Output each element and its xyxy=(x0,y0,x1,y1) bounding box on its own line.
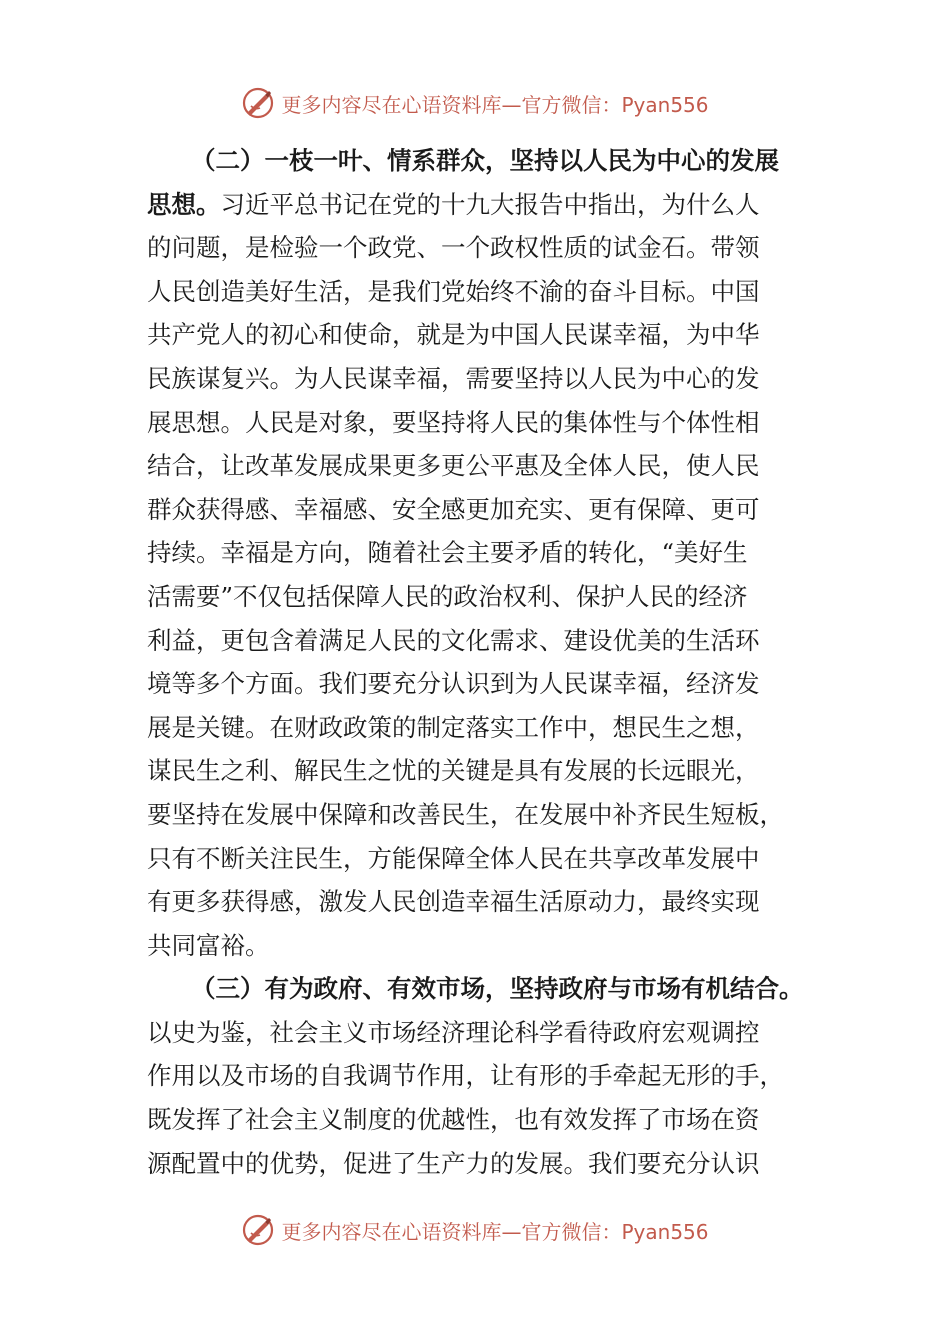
document-body xyxy=(147,139,804,1185)
paragraph-line: 有更多获得感，激发人民创造幸福生活原动力，最终实现 xyxy=(147,887,760,917)
paragraph-line: 境等多个方面。我们要充分认识到为人民谋幸福，经济发 xyxy=(147,669,760,699)
section3-heading: （三）有为政府、有效市场，坚持政府与市场有机结合。 xyxy=(191,974,804,1004)
paragraph-text: 习近平总书记在党的十九大报告中指出，为什么人 xyxy=(220,189,760,219)
paragraph-line: 展思想。人民是对象，要坚持将人民的集体性与个体性相 xyxy=(147,407,760,437)
paragraph-line: 人民创造美好生活，是我们党始终不渝的奋斗目标。中国 xyxy=(147,276,760,306)
section2-heading-end: 思想。 xyxy=(147,189,221,219)
paragraph-line: 作用以及市场的自我调节作用，让有形的手牵起无形的手， xyxy=(147,1061,784,1091)
paragraph-line: 结合，让改革发展成果更多更公平惠及全体人民，使人民 xyxy=(147,451,760,481)
paragraph-line: 民族谋复兴。为人民谋幸福，需要坚持以人民为中心的发 xyxy=(147,363,760,393)
paragraph-line: 共产党人的初心和使命，就是为中国人民谋幸福，为中华 xyxy=(147,320,760,350)
header-banner xyxy=(0,83,950,123)
banner-text: 更多内容尽在心语资料库—官方微信：Pyan556 xyxy=(281,92,709,117)
pen-logo-icon xyxy=(241,1213,275,1247)
wechat-id: Pyan556 xyxy=(621,1219,709,1244)
paragraph-line: 要坚持在发展中保障和改善民生，在发展中补齐民生短板， xyxy=(147,799,784,829)
paragraph-line: 活需要”不仅包括保障人民的政治权利、保护人民的经济 xyxy=(147,581,748,611)
footer-banner xyxy=(0,1210,950,1250)
pen-logo-icon xyxy=(241,86,275,120)
section2-heading: （二）一枝一叶、情系群众，坚持以人民为中心的发展 xyxy=(191,146,779,175)
paragraph-line: 源配置中的优势，促进了生产力的发展。我们要充分认识 xyxy=(147,1148,760,1178)
paragraph-line: 群众获得感、幸福感、安全感更加充实、更有保障、更可 xyxy=(147,494,760,524)
paragraph-line: 以史为鉴，社会主义市场经济理论科学看待政府宏观调控 xyxy=(147,1017,760,1047)
paragraph-line: 的问题，是检验一个政党、一个政权性质的试金石。带领 xyxy=(147,233,760,263)
paragraph-line: 展是关键。在财政政策的制定落实工作中，想民生之想， xyxy=(147,712,760,742)
banner-text: 更多内容尽在心语资料库—官方微信：Pyan556 xyxy=(281,1219,709,1244)
paragraph-line: 持续。幸福是方向，随着社会主要矛盾的转化，“美好生 xyxy=(147,538,748,568)
paragraph-line: 利益，更包含着满足人民的文化需求、建设优美的生活环 xyxy=(147,625,760,655)
wechat-id: Pyan556 xyxy=(621,92,709,117)
paragraph-line: 既发挥了社会主义制度的优越性，也有效发挥了市场在资 xyxy=(147,1105,760,1135)
paragraph-line: 共同富裕。 xyxy=(147,930,270,960)
paragraph-line: 谋民生之利、解民生之忧的关键是具有发展的长远眼光， xyxy=(147,756,760,786)
paragraph-line xyxy=(147,183,797,227)
paragraph-line: 只有不断关注民生，方能保障全体人民在共享改革发展中 xyxy=(147,843,760,873)
